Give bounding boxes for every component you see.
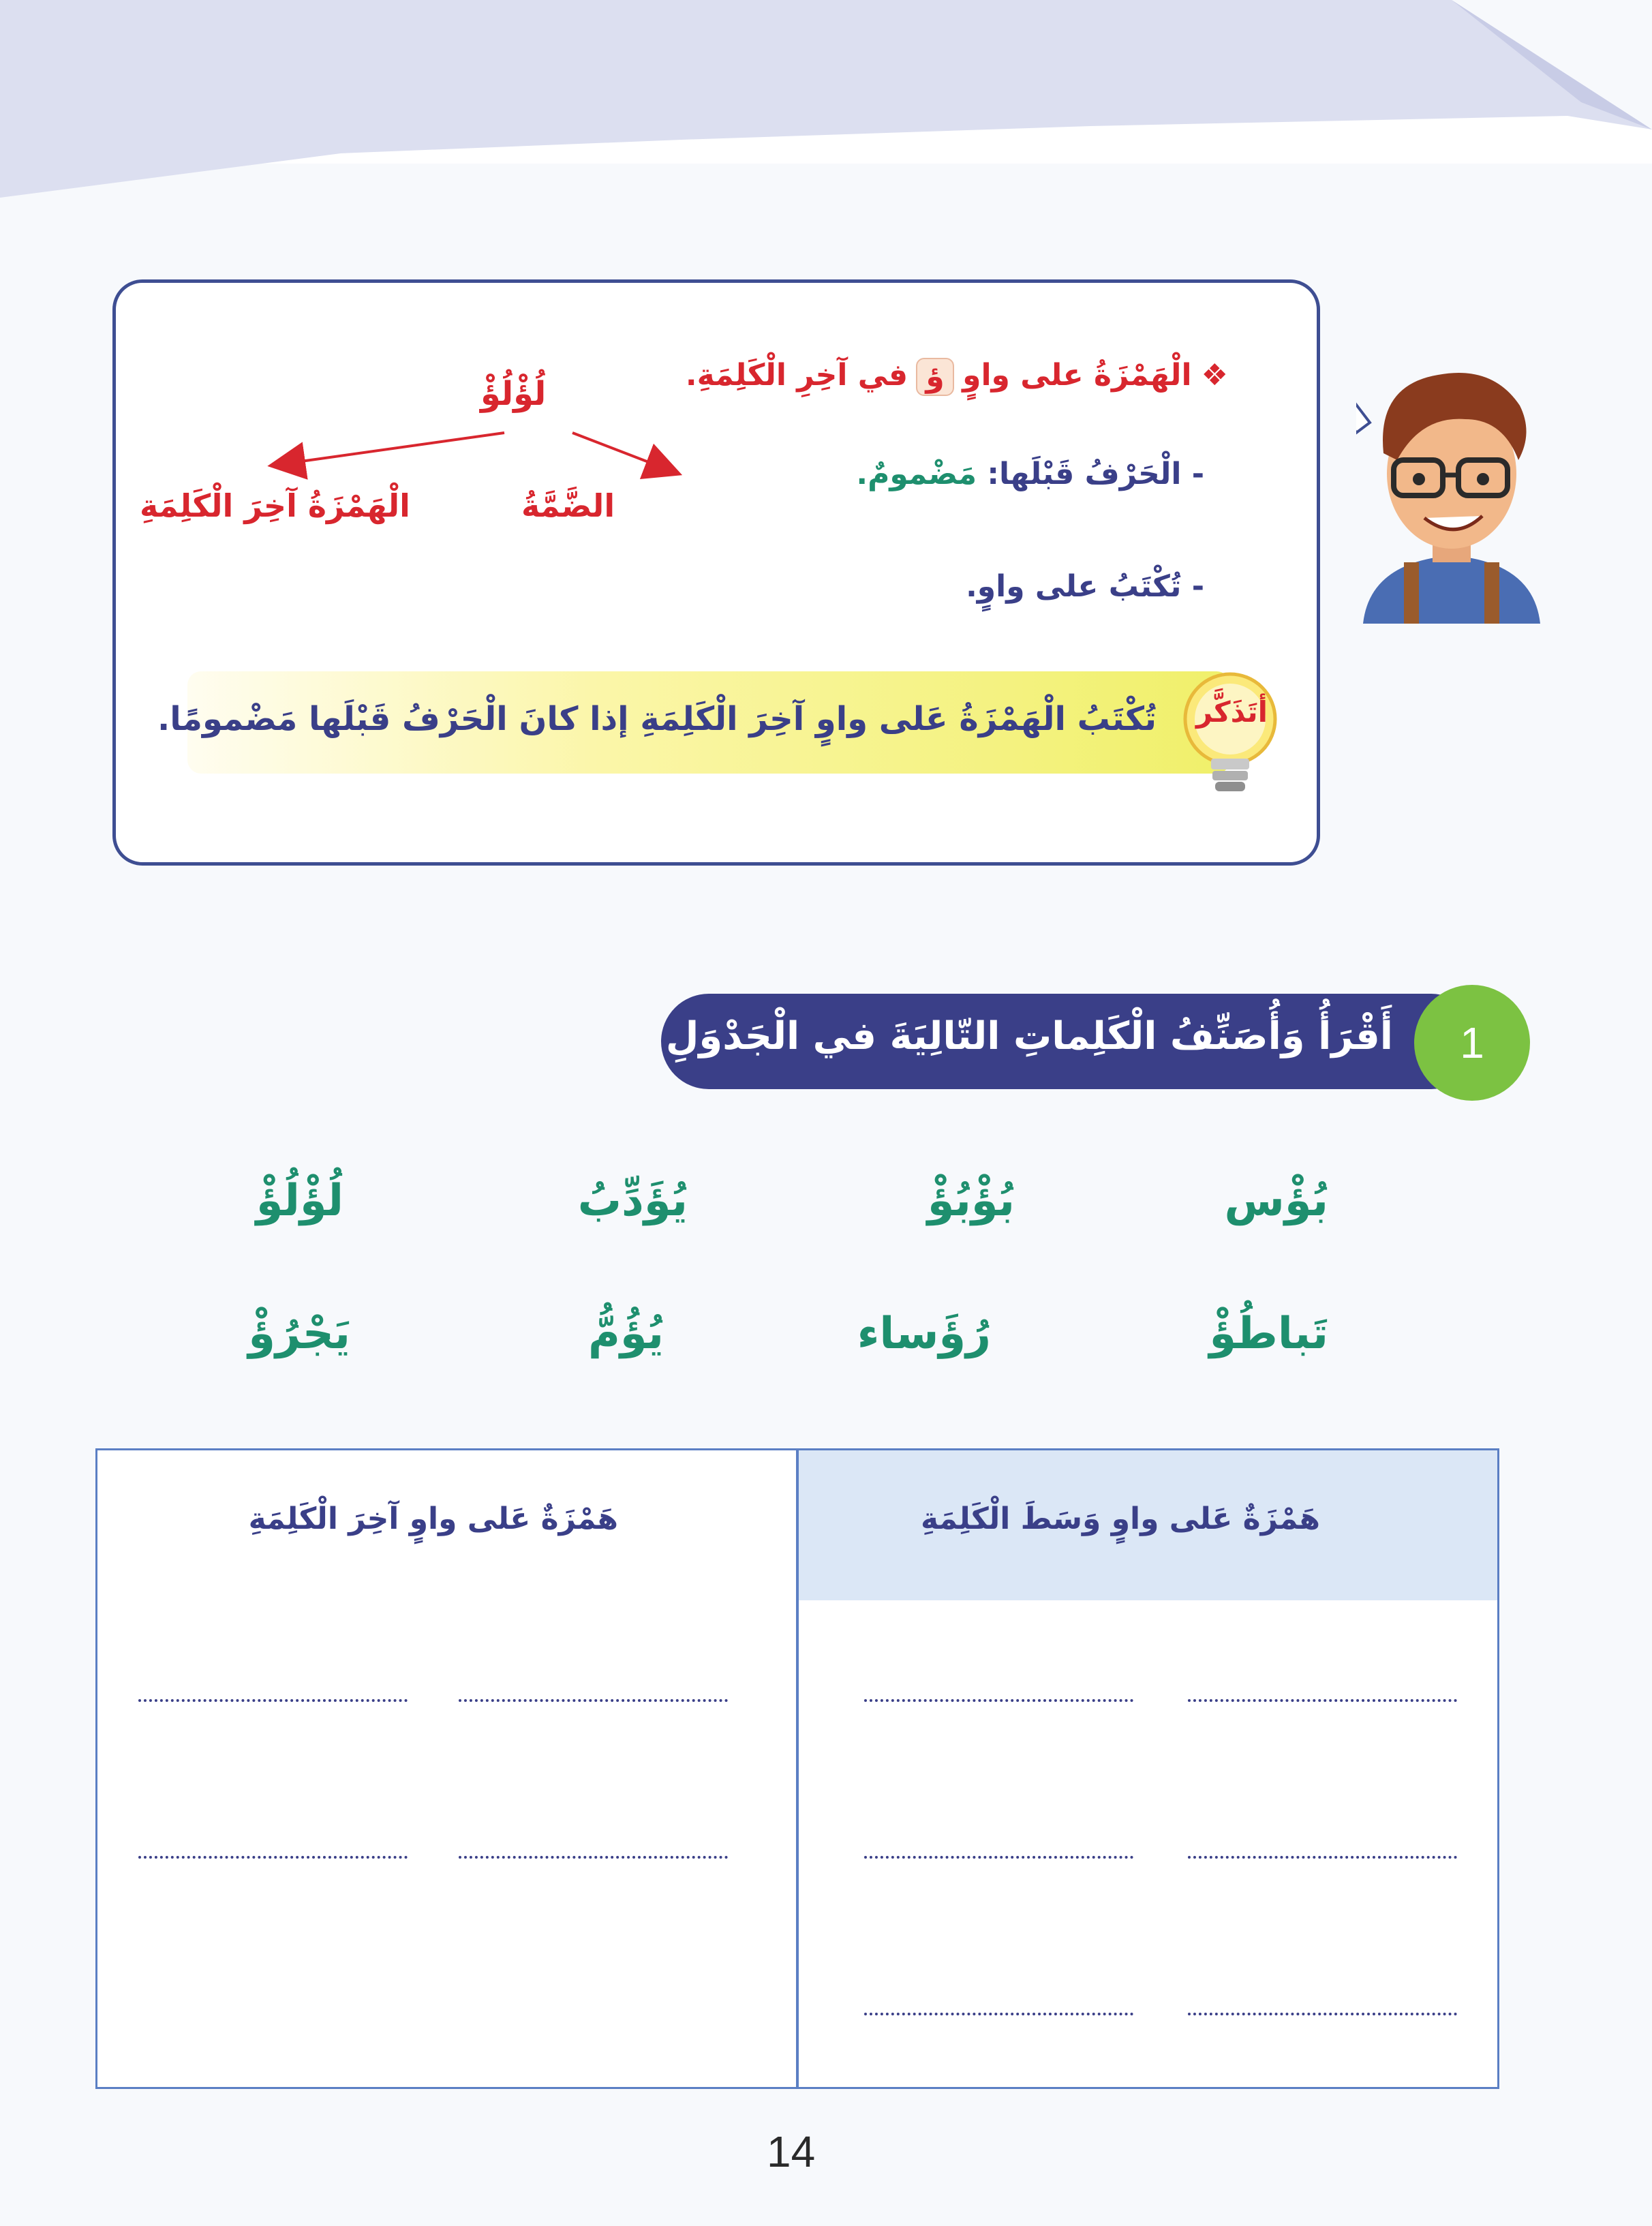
table-column-divider <box>796 1450 799 2087</box>
answer-blank[interactable] <box>459 1856 728 1859</box>
answer-blank[interactable] <box>459 1699 728 1702</box>
rule-point-written-on-waw: - تُكْتَبُ على واوٍ. <box>966 569 1204 604</box>
page-header-band <box>0 0 1652 204</box>
diamond-bullet-icon: ❖ <box>1201 358 1228 393</box>
table-header-middle-text: هَمْزَةٌ عَلى واوٍ وَسَطَ الْكَلِمَةِ <box>920 1501 1320 1536</box>
answer-blank[interactable] <box>864 1699 1133 1702</box>
rule-title <box>686 358 1228 396</box>
lightbulb-icon <box>1177 670 1283 799</box>
answer-blank[interactable] <box>138 1856 408 1859</box>
answer-blank[interactable] <box>138 1699 408 1702</box>
exercise-title: أَقْرَأُ وَأُصَنِّفُ الْكَلِماتِ التّالِيَةَ في الْجَدْوَلِ <box>665 1014 1393 1058</box>
word-item: بُؤْبُؤْ <box>927 1176 1015 1226</box>
word-item: رُؤَساء <box>857 1309 991 1359</box>
rule-point-before-letter <box>856 457 1204 491</box>
rule-point-value: مَضْمومٌ. <box>856 457 977 491</box>
boy-character-illustration <box>1356 358 1547 624</box>
answer-blank[interactable] <box>1188 2013 1457 2015</box>
answer-blank[interactable] <box>864 2013 1133 2015</box>
word-item: بُؤْس <box>1224 1176 1328 1226</box>
rule-title-after: في آخِرِ الْكَلِمَةِ. <box>685 358 908 393</box>
word-item: لُؤْلُؤْ <box>256 1176 343 1226</box>
page-number: 14 <box>767 2127 816 2176</box>
word-item: تَباطُؤْ <box>1209 1309 1328 1359</box>
example-branch-hamza-end: الْهَمْزَةُ آخِرَ الْكَلِمَةِ <box>140 487 410 524</box>
answer-blank[interactable] <box>1188 1856 1457 1859</box>
rule-title-before: الْهَمْزَةُ على واوٍ <box>962 358 1192 393</box>
remember-label: أتَذَكَّر <box>1196 695 1268 729</box>
exercise-number-badge: 1 <box>1414 985 1530 1101</box>
table-header-end-text: هَمْزَةٌ عَلى واوٍ آخِرَ الْكَلِمَةِ <box>248 1501 618 1536</box>
remember-text: تُكْتَبُ الْهَمْزَةُ عَلى واوٍ آخِرَ الْكَلِمَةِ إذا كانَ الْحَرْفُ قَبْلَها مَضْمومًا. <box>157 700 1157 738</box>
lesson-rule-box <box>112 279 1320 866</box>
word-item: يُؤَدِّبُ <box>577 1176 688 1226</box>
word-item: يُؤُمُّ <box>587 1309 664 1359</box>
answer-blank[interactable] <box>1188 1699 1457 1702</box>
answer-blank[interactable] <box>864 1856 1133 1859</box>
hamza-letter-tile: ؤ <box>916 358 954 396</box>
classification-table <box>95 1448 1499 2089</box>
word-item: يَجْرُؤْ <box>248 1309 350 1359</box>
example-branch-damma: الضَّمَّةُ <box>521 487 615 524</box>
example-word: لُؤْلُؤْ <box>480 375 547 413</box>
rule-point-label: - الْحَرْفُ قَبْلَها: <box>987 457 1204 491</box>
